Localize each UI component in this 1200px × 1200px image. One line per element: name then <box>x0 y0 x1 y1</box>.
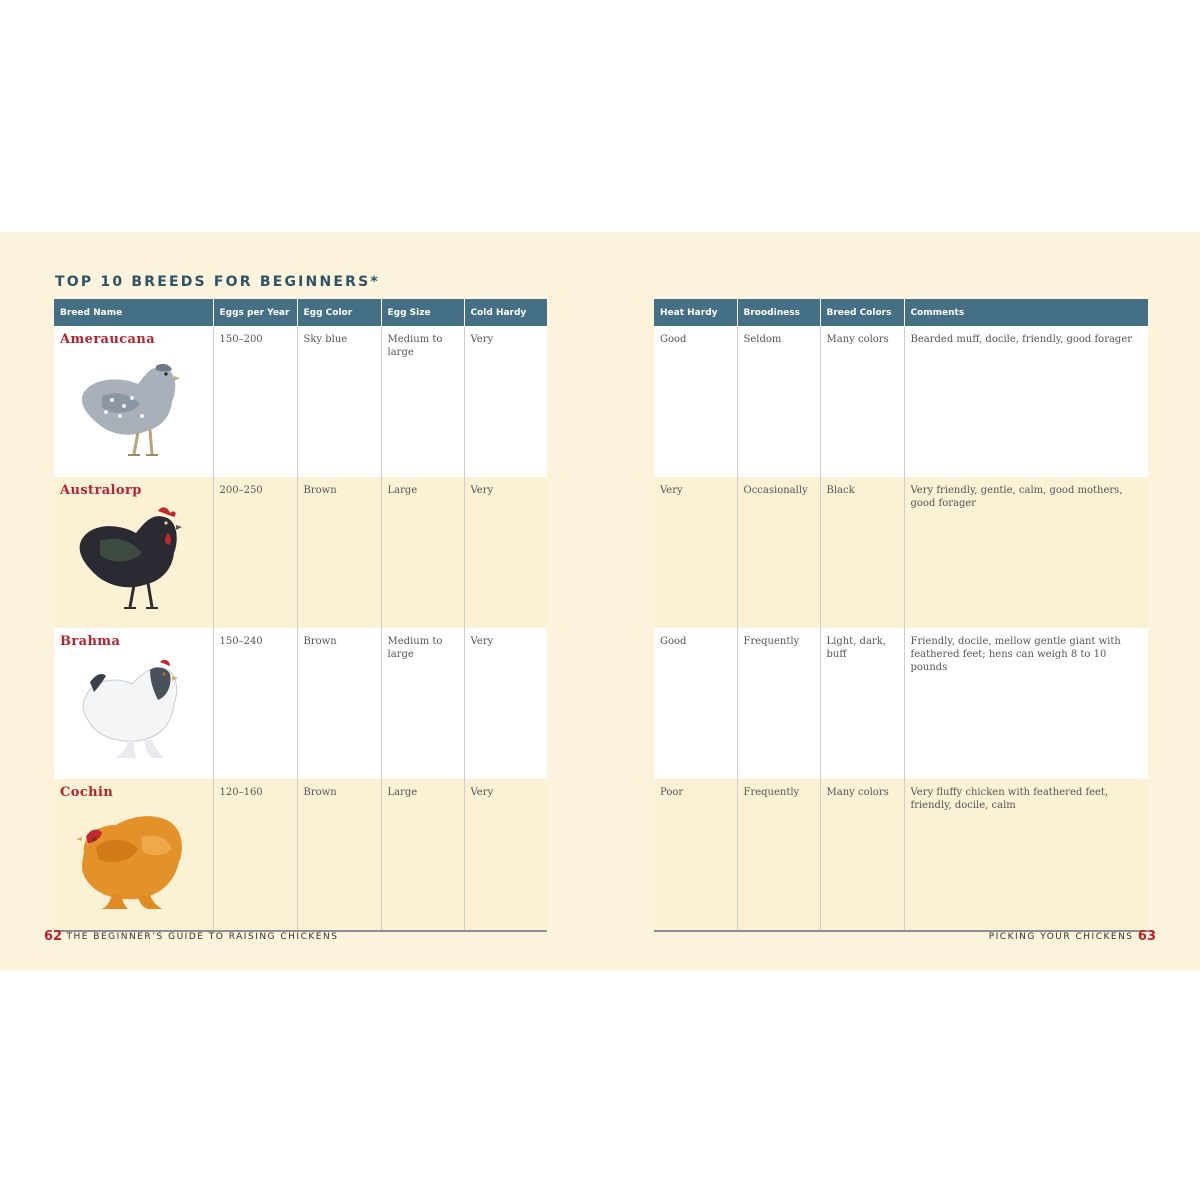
table-row <box>654 326 1148 477</box>
table-header-row <box>54 299 547 326</box>
egg-size: Medium to large <box>381 628 464 779</box>
col-header-comments: Comments <box>904 299 1148 326</box>
australorp-chicken-illustration <box>72 505 192 613</box>
egg-color: Sky blue <box>297 326 381 477</box>
col-header-egg-size: Egg Size <box>381 299 464 326</box>
table-row <box>54 779 547 931</box>
brahma-chicken-illustration <box>72 656 192 764</box>
breed-name: Ameraucana <box>60 332 156 347</box>
breed-cell <box>54 477 213 628</box>
footer-left <box>44 929 338 944</box>
page-title: TOP 10 BREEDS FOR BEGINNERS* <box>55 274 380 290</box>
cold-hardy: Very <box>464 779 547 931</box>
col-header-breed-colors: Breed Colors <box>820 299 904 326</box>
eggs-per-year: 200–250 <box>213 477 297 628</box>
comments: Very friendly, gentle, calm, good mothers, good forager <box>904 477 1148 628</box>
comments: Very fluffy chicken with feathered feet, friendly, docile, calm <box>904 779 1148 931</box>
breeds-table-left <box>54 299 547 932</box>
table-row <box>54 628 547 779</box>
eggs-per-year: 120–160 <box>213 779 297 931</box>
heat-hardy: Good <box>654 326 737 477</box>
heat-hardy: Good <box>654 628 737 779</box>
col-header-eggs-per-year: Eggs per Year <box>213 299 297 326</box>
table-row <box>654 628 1148 779</box>
cold-hardy: Very <box>464 477 547 628</box>
breed-cell <box>54 779 213 931</box>
breed-name: Australorp <box>60 483 142 498</box>
broodiness: Occasionally <box>737 477 820 628</box>
heat-hardy: Poor <box>654 779 737 931</box>
breed-colors: Black <box>820 477 904 628</box>
page-number-left: 62 <box>44 929 63 944</box>
col-header-egg-color: Egg Color <box>297 299 381 326</box>
table-row <box>54 477 547 628</box>
egg-color: Brown <box>297 628 381 779</box>
breed-colors: Many colors <box>820 779 904 931</box>
cochin-chicken-illustration <box>72 807 192 915</box>
comments: Friendly, docile, mellow gentle giant with feathered feet; hens can weigh 8 to 10 pounds <box>904 628 1148 779</box>
table-row <box>54 326 547 477</box>
table-row <box>654 779 1148 931</box>
egg-color: Brown <box>297 477 381 628</box>
broodiness: Frequently <box>737 779 820 931</box>
breed-cell <box>54 628 213 779</box>
ameraucana-chicken-illustration <box>72 354 192 462</box>
col-header-cold-hardy: Cold Hardy <box>464 299 547 326</box>
table-row <box>654 477 1148 628</box>
breed-name: Cochin <box>60 785 114 800</box>
col-header-heat-hardy: Heat Hardy <box>654 299 737 326</box>
cold-hardy: Very <box>464 628 547 779</box>
running-head-right: PICKING YOUR CHICKENS <box>988 932 1134 942</box>
page-number-right: 63 <box>1137 929 1156 944</box>
comments: Bearded muff, docile, friendly, good forager <box>904 326 1148 477</box>
eggs-per-year: 150–200 <box>213 326 297 477</box>
cold-hardy: Very <box>464 326 547 477</box>
running-head-left: THE BEGINNER’S GUIDE TO RAISING CHICKENS <box>66 932 339 942</box>
breed-colors: Light, dark, buff <box>820 628 904 779</box>
table-header-row <box>654 299 1148 326</box>
egg-size: Medium to large <box>381 326 464 477</box>
breed-colors: Many colors <box>820 326 904 477</box>
col-header-broodiness: Broodiness <box>737 299 820 326</box>
heat-hardy: Very <box>654 477 737 628</box>
egg-size: Large <box>381 779 464 931</box>
egg-color: Brown <box>297 779 381 931</box>
broodiness: Frequently <box>737 628 820 779</box>
egg-size: Large <box>381 477 464 628</box>
breed-name: Brahma <box>60 634 121 649</box>
col-header-breed-name: Breed Name <box>54 299 213 326</box>
eggs-per-year: 150–240 <box>213 628 297 779</box>
breed-cell <box>54 326 213 477</box>
broodiness: Seldom <box>737 326 820 477</box>
breeds-table-right <box>654 299 1148 932</box>
footer-right <box>989 929 1156 944</box>
